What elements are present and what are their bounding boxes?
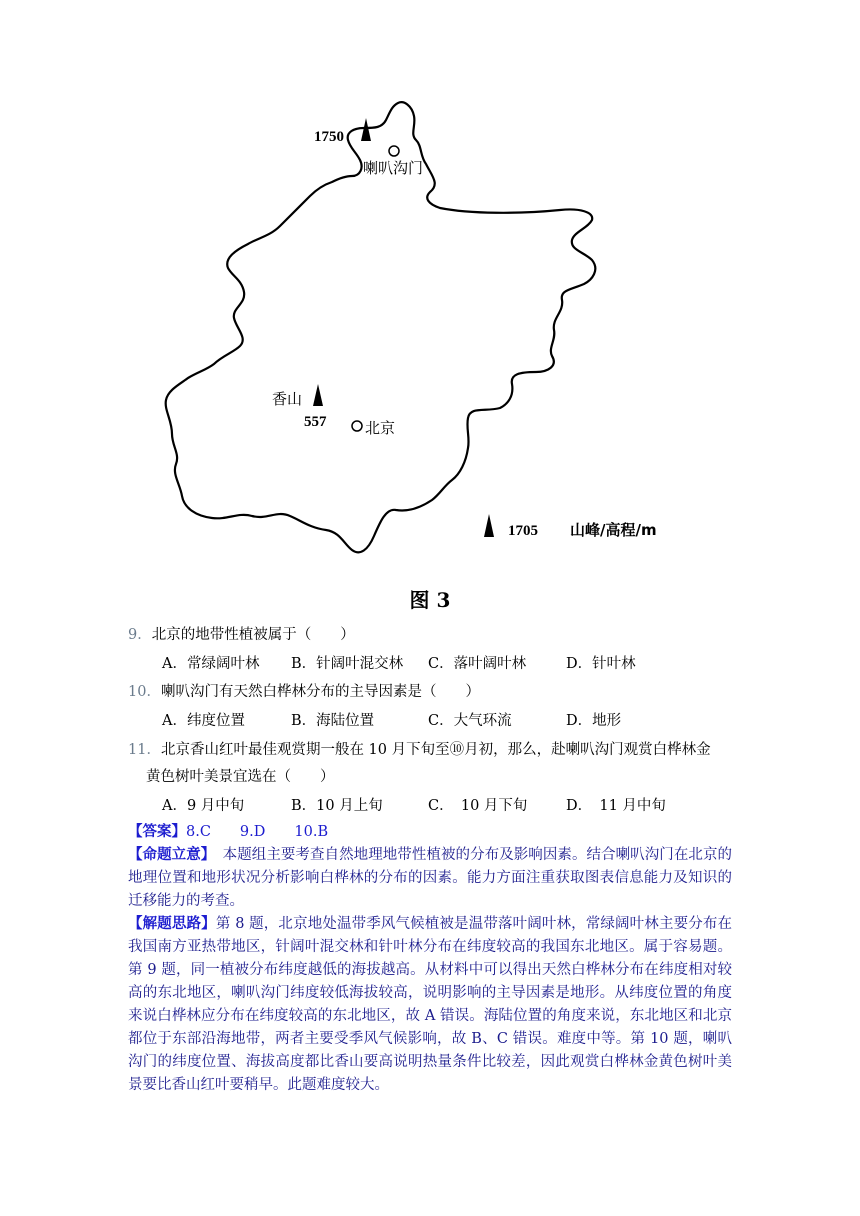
- answer-label: 【答案】: [128, 823, 186, 840]
- approach-label: 【解题思路】: [128, 915, 216, 932]
- approach-text: 第 8 题，北京地处温带季风气候植被是温带落叶阔叶林，常绿阔叶林主要分布在我国南方亚热带地区，针阔叶混交林和针叶林分布在纬度较高的我国东北地区。属于容易题。第 9 题，同一植被分布纬度越低的海拔越高。从材料中可以得出天然白桦林分布在纬度相对较高的东北地区，喇叭沟门纬度较低海拔较高，说明影响的主导因素是地形。从纬度位置的角度来说白桦林应分布在纬度较高的东北地区，故 A 错误。海陆位置的角度来说，东北地区和北京都位于东部沿海地带，两者主要受季风气候影响，故 B、C 错误。难度中等。第 10 题，喇叭沟门的纬度位置、海拔高度都比香山要高说明热量条件比较差，因此观赏白桦林金黄色树叶美景要比香山红叶要稍早。此题难度较大。: [128, 916, 732, 1093]
- intent-text: 本题组主要考查自然地理地带性植被的分布及影响因素。结合喇叭沟门在北京的地理位置和地形状况分析影响白桦林的分布的因素。能力方面注重获取图表信息能力及知识的迁移能力的考查。: [128, 847, 733, 909]
- labamen-label: 喇叭沟门: [363, 159, 424, 177]
- beijing-city-icon: [352, 421, 362, 431]
- legend-label: 山峰/高程/m: [570, 521, 657, 539]
- answer-value: 8.C 9.D 10.B: [186, 824, 329, 840]
- option-a: A．常绿阔叶林: [162, 656, 260, 672]
- legend-elev: 1705: [508, 523, 538, 539]
- option-a: A．纬度位置: [162, 713, 245, 729]
- option-b: B．10 月上旬: [291, 798, 383, 814]
- option-c: C．落叶阔叶林: [428, 656, 527, 672]
- option-d: D．地形: [566, 713, 622, 729]
- question-number: 11．: [128, 742, 161, 758]
- xiangshan-label: 香山: [272, 390, 303, 408]
- question-text: 北京的地带性植被属于（ ）: [151, 627, 355, 643]
- beijing-map: [0, 0, 860, 580]
- option-b: B．海陆位置: [291, 713, 375, 729]
- intent-paragraph: [128, 843, 732, 913]
- question-9: [128, 624, 355, 646]
- legend-peak-icon: [484, 514, 494, 537]
- question-11: [128, 739, 711, 761]
- option-c: C． 10 月下旬: [428, 798, 528, 814]
- peak-1750-icon: [361, 118, 371, 141]
- option-b: B．针阔叶混交林: [291, 656, 404, 672]
- answer-line: [128, 820, 732, 844]
- question-text: 喇叭沟门有天然白桦林分布的主导因素是（ ）: [160, 684, 480, 700]
- peak-1750-elev: 1750: [314, 129, 344, 145]
- xiangshan-elev: 557: [304, 414, 327, 430]
- peak-xiangshan-icon: [313, 384, 323, 406]
- intent-label: 【命题立意】: [128, 846, 209, 863]
- option-d: D． 11 月中旬: [566, 798, 666, 814]
- question-10: [128, 681, 480, 703]
- question-text: 北京香山红叶最佳观赏期一般在 10 月下旬至⑩月初，那么，赴喇叭沟门观赏白桦林金: [160, 742, 711, 758]
- beijing-label: 北京: [365, 419, 396, 437]
- question-11-continued: 黄色树叶美景宜选在（ ）: [146, 769, 335, 785]
- option-a: A．9 月中旬: [162, 798, 245, 814]
- option-c: C．大气环流: [428, 713, 512, 729]
- question-number: 9．: [128, 627, 152, 643]
- option-d: D．针叶林: [566, 656, 636, 672]
- question-number: 10．: [128, 684, 161, 700]
- approach-paragraph: [128, 912, 732, 1097]
- labamen-town-icon: [389, 146, 399, 156]
- figure-caption: 图 3: [409, 588, 451, 612]
